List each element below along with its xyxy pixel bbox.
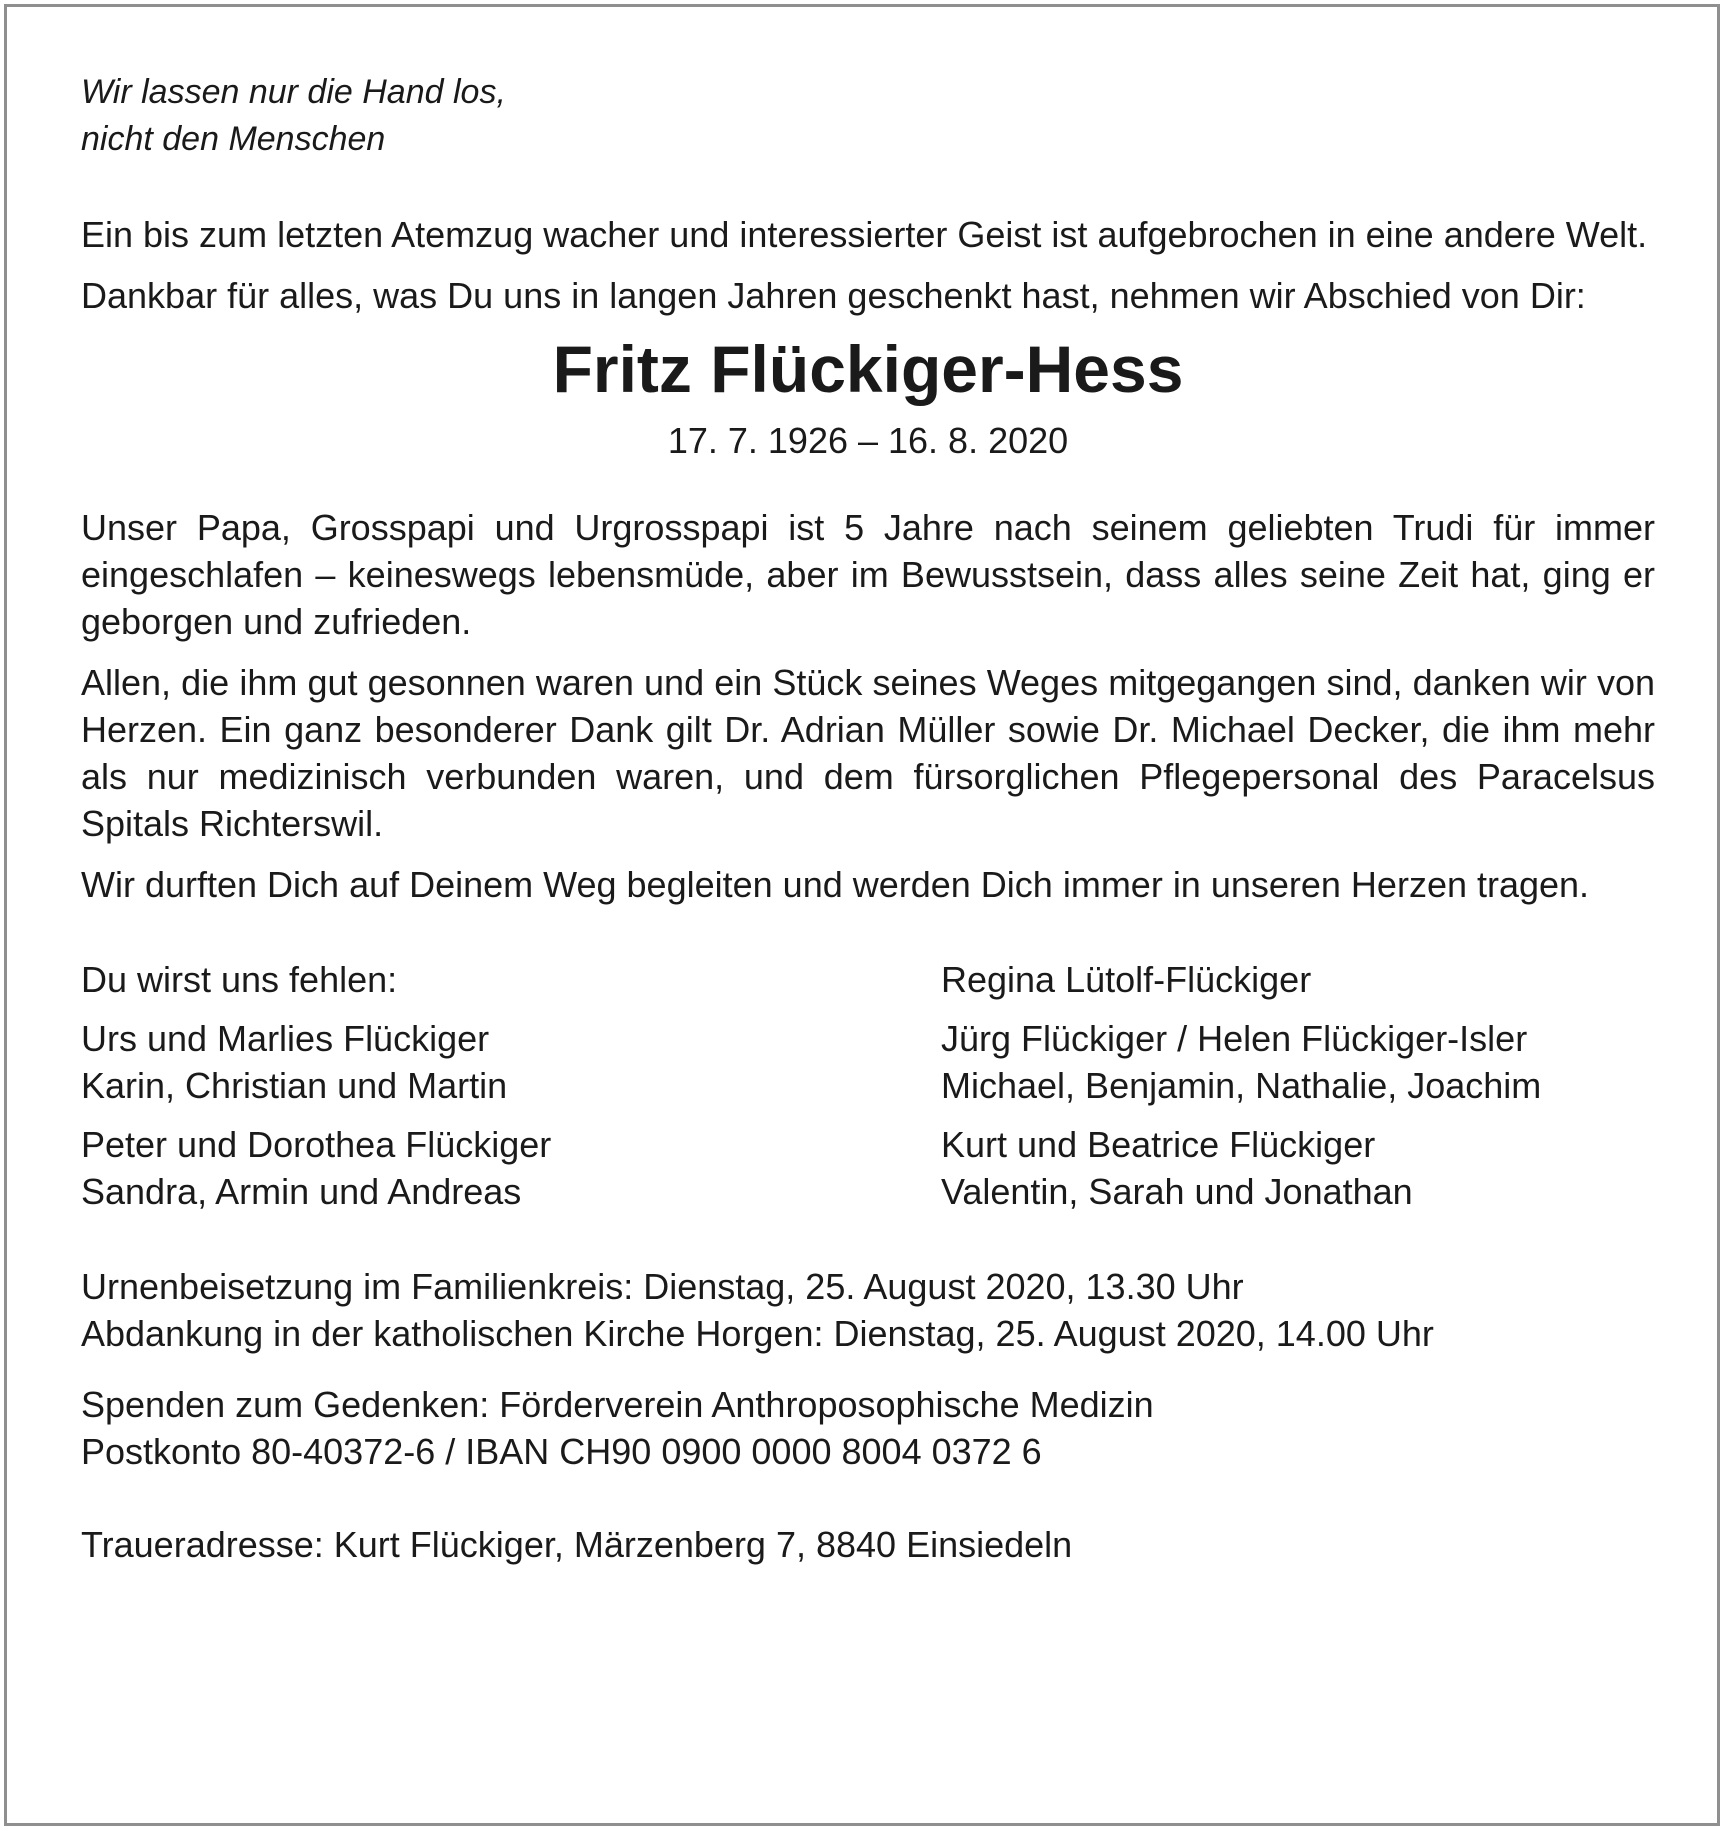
mourner-line: Michael, Benjamin, Nathalie, Joachim: [941, 1065, 1542, 1106]
mourners-list: [81, 956, 1655, 1215]
ceremony-info: [81, 1263, 1655, 1357]
mourner-line: Sandra, Armin und Andreas: [81, 1171, 522, 1212]
motto-line-1: Wir lassen nur die Hand los,: [81, 73, 506, 111]
deceased-dates: 17. 7. 1926 – 16. 8. 2020: [667, 420, 1069, 461]
mourner-line: Urs und Marlies Flückiger: [81, 1018, 490, 1059]
mourners-right-column: [941, 956, 1655, 1215]
intro-paragraph-1: Ein bis zum letzten Atemzug wacher und interessierter Geist ist aufgebrochen in eine andere Welt.: [81, 214, 1648, 255]
mourning-address-line: Traueradresse: Kurt Flückiger, Märzenberg 7, 8840 Einsiedeln: [81, 1524, 1073, 1565]
body-paragraph-3: Wir durften Dich auf Deinem Weg begleiten und werden Dich immer in unseren Herzen tragen.: [81, 864, 1590, 905]
ceremony-line-1: Urnenbeisetzung im Familienkreis: Dienstag, 25. August 2020, 13.30 Uhr: [81, 1266, 1244, 1307]
motto: [81, 69, 1655, 163]
mourning-address: [81, 1521, 1655, 1568]
mourner-line: Karin, Christian und Martin: [81, 1065, 508, 1106]
obituary-card: [4, 4, 1720, 1826]
motto-line-2: nicht den Menschen: [81, 120, 386, 158]
mourner-line: Valentin, Sarah und Jonathan: [941, 1171, 1413, 1212]
donation-line-1: Spenden zum Gedenken: Förderverein Anthroposophische Medizin: [81, 1384, 1154, 1425]
body-paragraph-2: Allen, die ihm gut gesonnen waren und ein Stück seines Weges mitgegangen sind, danken wir von Herzen. Ein ganz besonderer Dank gilt Dr. Adrian Müller sowie Dr. Michael Decker, die ihm mehr als nur medizinisch verbunden waren, und dem fürsorglichen Pflegepersonal des Paracelsus Spitals Richterswil.: [81, 662, 1655, 844]
mourner-line: Kurt und Beatrice Flückiger: [941, 1124, 1376, 1165]
deceased-name: Fritz Flückiger-Hess: [552, 332, 1184, 406]
mourners-left-heading: Du wirst uns fehlen:: [81, 959, 398, 1000]
body-paragraph-1: Unser Papa, Grosspapi und Urgrosspapi ist 5 Jahre nach seinem geliebten Trudi für immer eingeschlafen – keineswegs lebensmüde, aber im Bewusstsein, dass alles seine Zeit hat, ging er geborgen und zufrieden.: [81, 507, 1655, 642]
intro-paragraph-2: Dankbar für alles, was Du uns in langen Jahren geschenkt hast, nehmen wir Abschied von Dir:: [81, 275, 1586, 316]
obituary-content: [81, 69, 1655, 1568]
mourner-line: Peter und Dorothea Flückiger: [81, 1124, 552, 1165]
mourners-right-heading: Regina Lütolf-Flückiger: [941, 959, 1312, 1000]
donation-line-2: Postkonto 80-40372-6 / IBAN CH90 0900 0000 8004 0372 6: [81, 1431, 1042, 1472]
mourners-left-column: [81, 956, 941, 1215]
donation-info: [81, 1381, 1655, 1475]
mourner-line: Jürg Flückiger / Helen Flückiger-Isler: [941, 1018, 1528, 1059]
ceremony-line-2: Abdankung in der katholischen Kirche Horgen: Dienstag, 25. August 2020, 14.00 Uhr: [81, 1313, 1434, 1354]
